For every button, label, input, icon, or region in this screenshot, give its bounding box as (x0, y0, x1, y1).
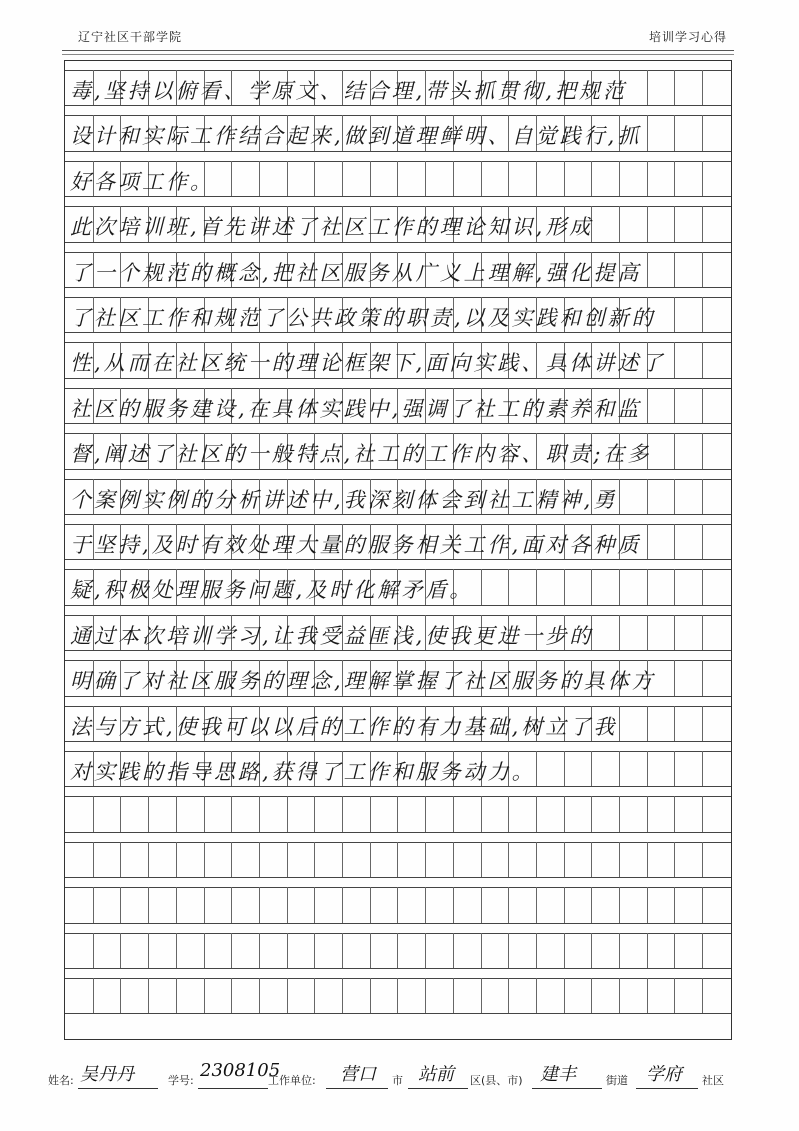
grid-cell-divider (120, 796, 121, 831)
header-rule (62, 50, 734, 51)
grid-cell-divider (425, 978, 426, 1013)
grid-row-bottom-line (65, 469, 731, 470)
grid-cell-divider (93, 887, 94, 922)
grid-cell-divider (481, 842, 482, 877)
header-title: 培训学习心得 (648, 30, 727, 44)
grid-cell-divider (619, 933, 620, 968)
body-line: 毒,坚持以俯看、学原文、结合理,带头抓贯彻,把规范 (70, 79, 628, 103)
grid-cell-divider (148, 978, 149, 1013)
grid-row-bottom-line (65, 423, 731, 424)
grid-cell-divider (508, 887, 509, 922)
grid-cell-divider (120, 887, 121, 922)
grid-cell-divider (536, 796, 537, 831)
grid-row-bottom-line (65, 378, 731, 379)
grid-cell-divider (647, 887, 648, 922)
grid-cell-divider (370, 933, 371, 968)
grid-cell-divider (148, 796, 149, 831)
grid-cell-divider (397, 887, 398, 922)
city-underline (326, 1088, 388, 1089)
body-line: 明确了对社区服务的理念,理解掌握了社区服务的具体方 (70, 669, 656, 694)
grid-cell-divider (508, 933, 509, 968)
grid-cell-divider (481, 933, 482, 968)
grid-cell-divider (397, 933, 398, 968)
grid-row-bottom-line (65, 196, 731, 197)
grid-cell-divider (120, 978, 121, 1013)
signature-footer (40, 1060, 760, 1096)
grid-row-bottom-line (65, 514, 731, 515)
grid-cell-divider (591, 842, 592, 877)
grid-cell-divider (453, 796, 454, 831)
grid-cell-divider (370, 796, 371, 831)
grid-row-bottom-line (65, 605, 731, 606)
grid-cell-divider (508, 842, 509, 877)
grid-cell-divider (647, 796, 648, 831)
grid-cell-divider (231, 978, 232, 1013)
grid-cell-divider (231, 887, 232, 922)
grid-row-bottom-line (65, 287, 731, 288)
grid-cell-divider (231, 842, 232, 877)
grid-cell-divider (259, 978, 260, 1013)
body-line: 好各项工作。 (70, 169, 214, 194)
grid-cell-divider (647, 978, 648, 1013)
grid-cell-divider (619, 978, 620, 1013)
grid-cell-divider (591, 887, 592, 922)
grid-cell-divider (176, 933, 177, 968)
grid-cell-divider (259, 796, 260, 831)
grid-cell-divider (536, 978, 537, 1013)
grid-cell-divider (536, 842, 537, 877)
grid-cell-divider (342, 887, 343, 922)
grid-cell-divider (204, 796, 205, 831)
grid-cell-divider (674, 933, 675, 968)
name-underline (78, 1088, 158, 1089)
grid-cell-divider (342, 842, 343, 877)
grid-cell-divider (314, 842, 315, 877)
grid-row-bottom-line (65, 741, 731, 742)
grid-cell-divider (564, 842, 565, 877)
grid-row-bottom-line (65, 332, 731, 333)
grid-cell-divider (204, 933, 205, 968)
grid-cell-divider (453, 842, 454, 877)
grid-cell-divider (508, 978, 509, 1013)
community-label: 社区 (702, 1074, 724, 1087)
grid-cell-divider (425, 796, 426, 831)
grid-cell-divider (287, 796, 288, 831)
grid-cell-divider (481, 978, 482, 1013)
district-underline (408, 1088, 468, 1089)
street-underline (532, 1088, 602, 1089)
grid-cell-divider (564, 933, 565, 968)
district-label: 区(县、市) (470, 1074, 523, 1087)
grid-cell-divider (397, 842, 398, 877)
body-line: 督,阐述了社区的一般特点,社工的工作内容、职责;在多 (70, 442, 652, 467)
grid-cell-divider (314, 887, 315, 922)
grid-cell-divider (564, 978, 565, 1013)
grid-cell-divider (342, 796, 343, 831)
grid-row-bottom-line (65, 1013, 731, 1014)
grid-cell-divider (591, 933, 592, 968)
grid-cell-divider (508, 796, 509, 831)
header-rule-secondary (62, 54, 734, 55)
grid-cell-divider (702, 978, 703, 1013)
id-value: 2308105 (200, 1060, 281, 1081)
grid-cell-divider (453, 887, 454, 922)
grid-row-bottom-line (65, 786, 731, 787)
grid-row-bottom-line (65, 923, 731, 924)
grid-row-bottom-line (65, 696, 731, 697)
grid-row-bottom-line (65, 968, 731, 969)
grid-cell-divider (619, 842, 620, 877)
grid-cell-divider (93, 842, 94, 877)
body-line: 疑,积极处理服务问题,及时化解矛盾。 (70, 578, 474, 603)
grid-cell-divider (619, 887, 620, 922)
grid-cell-divider (619, 796, 620, 831)
grid-cell-divider (674, 978, 675, 1013)
grid-cell-divider (370, 842, 371, 877)
grid-row-bottom-line (65, 832, 731, 833)
grid-cell-divider (93, 978, 94, 1013)
street-value: 建丰 (540, 1064, 576, 1085)
grid-row-bottom-line (65, 650, 731, 651)
name-value: 吴丹丹 (80, 1064, 134, 1085)
grid-cell-divider (314, 978, 315, 1013)
grid-row-bottom-line (65, 105, 731, 106)
body-line: 对实践的指导思路,获得了工作和服务动力。 (70, 760, 536, 784)
grid-cell-divider (259, 933, 260, 968)
grid-cell-divider (591, 978, 592, 1013)
grid-cell-divider (453, 978, 454, 1013)
grid-cell-divider (176, 796, 177, 831)
grid-cell-divider (287, 887, 288, 922)
body-line: 社区的服务建设,在具体实践中,强调了社工的素养和监 (70, 396, 642, 421)
street-label: 街道 (606, 1074, 628, 1087)
grid-cell-divider (120, 933, 121, 968)
body-line: 于坚持,及时有效处理大量的服务相关工作,面对各种质 (70, 533, 642, 557)
body-line: 法与方式,使我可以以后的工作的有力基础,树立了我 (70, 714, 618, 739)
grid-cell-divider (674, 842, 675, 877)
grid-row-bottom-line (65, 559, 731, 560)
grid-cell-divider (204, 978, 205, 1013)
grid-cell-divider (259, 842, 260, 877)
grid-row-bottom-line (65, 151, 731, 152)
grid-cell-divider (591, 796, 592, 831)
community-underline (636, 1088, 698, 1089)
grid-cell-divider (647, 842, 648, 877)
grid-cell-divider (176, 887, 177, 922)
grid-cell-divider (231, 796, 232, 831)
grid-row-bottom-line (65, 242, 731, 243)
name-label: 姓名: (48, 1074, 74, 1087)
grid-row-bottom-line (65, 877, 731, 878)
grid-cell-divider (536, 887, 537, 922)
grid-cell-divider (148, 887, 149, 922)
grid-cell-divider (176, 978, 177, 1013)
district-value: 站前 (418, 1064, 454, 1085)
body-line: 性,从而在社区统一的理论框架下,面向实践、具体讲述了 (70, 351, 666, 376)
grid-cell-divider (481, 887, 482, 922)
grid-cell-divider (702, 887, 703, 922)
body-line: 个案例实例的分析讲述中,我深刻体会到社工精神,勇 (70, 487, 618, 512)
body-line: 此次培训班,首先讲述了社区工作的理论知识,形成 (70, 215, 594, 240)
grid-cell-divider (148, 842, 149, 877)
grid-cell-divider (370, 978, 371, 1013)
grid-cell-divider (674, 796, 675, 831)
grid-cell-divider (425, 887, 426, 922)
grid-cell-divider (287, 842, 288, 877)
grid-cell-divider (342, 933, 343, 968)
grid-cell-divider (314, 796, 315, 831)
body-line: 设计和实际工作结合起来,做到道理鲜明、自觉践行,抓 (70, 124, 642, 149)
grid-cell-divider (536, 933, 537, 968)
body-line: 了一个规范的概念,把社区服务从广义上理解,强化提高 (70, 260, 642, 285)
grid-cell-divider (287, 933, 288, 968)
grid-cell-divider (481, 796, 482, 831)
body-line: 通过本次培训学习,让我受益匪浅,使我更进一步的 (70, 623, 594, 648)
grid-cell-divider (564, 796, 565, 831)
grid-cell-divider (425, 933, 426, 968)
grid-cell-divider (204, 842, 205, 877)
grid-cell-divider (93, 933, 94, 968)
grid-cell-divider (702, 796, 703, 831)
grid-cell-divider (120, 842, 121, 877)
id-label: 学号: (168, 1074, 194, 1087)
grid-cell-divider (397, 978, 398, 1013)
grid-cell-divider (397, 796, 398, 831)
city-value: 营口 (340, 1064, 376, 1085)
grid-cell-divider (176, 842, 177, 877)
grid-cell-divider (204, 887, 205, 922)
unit-label: 工作单位: (268, 1074, 316, 1087)
grid-cell-divider (702, 842, 703, 877)
header-institution: 辽宁社区干部学院 (78, 30, 183, 44)
body-line: 了社区工作和规范了公共政策的职责,以及实践和创新的 (70, 306, 656, 330)
grid-cell-divider (647, 933, 648, 968)
grid-cell-divider (287, 978, 288, 1013)
grid-cell-divider (425, 842, 426, 877)
grid-cell-divider (453, 933, 454, 968)
grid-cell-divider (259, 887, 260, 922)
grid-cell-divider (564, 887, 565, 922)
grid-cell-divider (314, 933, 315, 968)
city-label: 市 (392, 1074, 403, 1087)
grid-cell-divider (231, 933, 232, 968)
grid-cell-divider (93, 796, 94, 831)
grid-cell-divider (148, 933, 149, 968)
grid-cell-divider (702, 933, 703, 968)
grid-cell-divider (342, 978, 343, 1013)
community-value: 学府 (646, 1064, 682, 1085)
grid-cell-divider (370, 887, 371, 922)
grid-cell-divider (674, 887, 675, 922)
id-underline (198, 1088, 268, 1089)
